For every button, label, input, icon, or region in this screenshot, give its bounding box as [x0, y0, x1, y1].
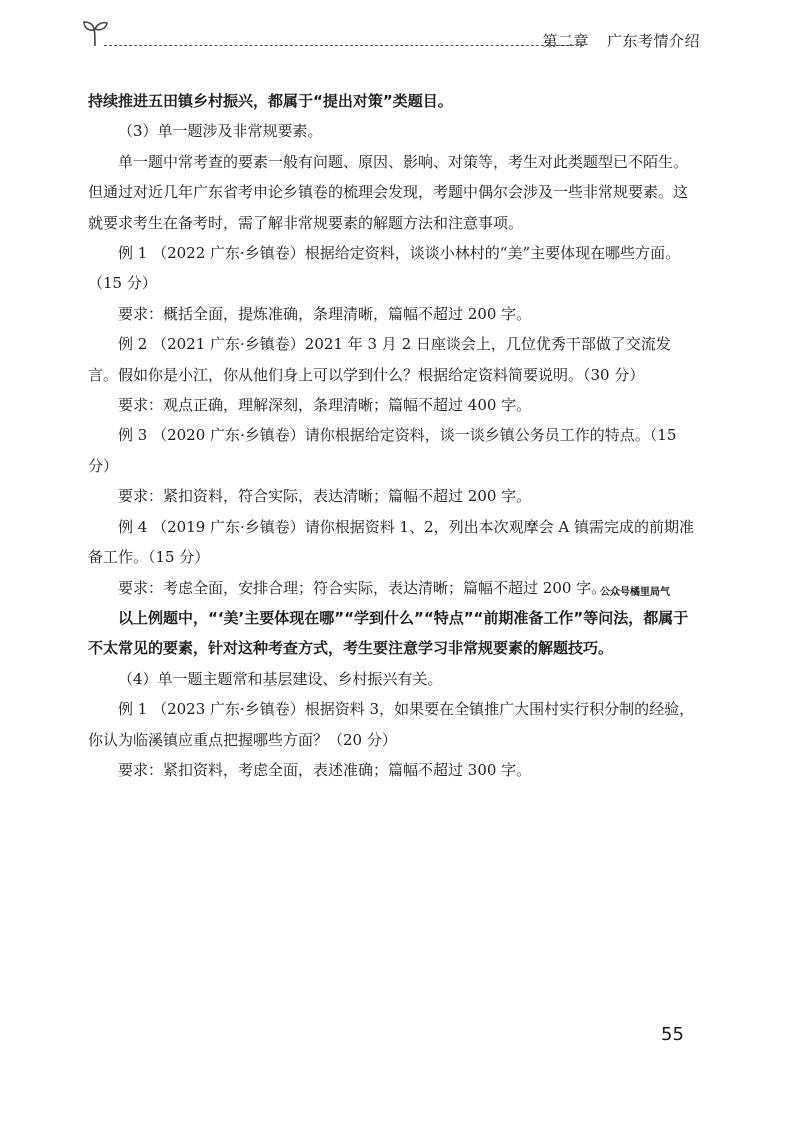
example-requirement: 要求：概括全面，提炼准确，条理清晰，篇幅不超过 200 字。: [118, 304, 532, 323]
example-question: 例 1 （2023 广东·乡镇卷）根据资料 3，如果要在全镇推广大围村实行积分制的经验，你认为临溪镇应重点把握哪些方面？（20 分）: [88, 700, 695, 749]
example-question: 例 4 （2019 广东·乡镇卷）请你根据资料 1、2，列出本次观摩会 A 镇需完成的前期准备工作。（15 分）: [88, 517, 695, 567]
example-question: 例 2 （2021 广东·乡镇卷）2021 年 3 月 2 日座谈会上，几位优秀干部做了交流发言。假如你是小江，你从他们身上可以学到什么？根据给定资料简要说明。（30 分）: [88, 335, 671, 384]
running-head: [542, 30, 700, 51]
paragraph: 持续推进五田镇乡村振兴，都属于“提出对策”类题目。: [88, 92, 453, 110]
example-requirement: 要求：观点正确，理解深刻，条理清晰；篇幅不超过 400 字。: [118, 396, 532, 415]
chapter-title: 广东考情介绍: [606, 32, 700, 50]
body-text: [88, 86, 696, 785]
example-requirement: 要求：紧扣资料，考虑全面，表述准确；篇幅不超过 300 字。: [118, 760, 532, 779]
summary-paragraph: 以上例题中，“‘美’主要体现在哪”“学到什么”“特点”“前期准备工作”等问法，都属于不太常见的要素，针对这种考查方式，考生要注意学习非常规要素的解题技巧。: [88, 608, 689, 658]
paragraph: 单一题中常考查的要素一般有问题、原因、影响、对策等，考生对此类题型已不陌生。但通过对近几年广东省考申论乡镇卷的梳理会发现，考题中偶尔会涉及一些非常规要素。这就要求考生在备考时，需了解非常规要素的解题方法和注意事项。: [88, 152, 689, 232]
watermark: 公众号橘里局气: [600, 587, 670, 598]
sprout-icon: [82, 18, 108, 48]
subheading: （4）单一题主题常和基层建设、乡村振兴有关。: [118, 669, 443, 688]
example-question: 例 1 （2022 广东·乡镇卷）根据给定资料，谈谈小林村的“美”主要体现在哪些方面。（15 分）: [88, 244, 681, 293]
example-requirement: 要求：紧扣资料，符合实际，表达清晰；篇幅不超过 200 字。: [118, 487, 532, 506]
example-requirement: 要求：考虑全面，安排合理；符合实际，表达清晰；篇幅不超过 200 字。: [118, 578, 607, 597]
page-number: 55: [661, 1024, 684, 1045]
chapter-label: 第二章: [542, 32, 589, 50]
header-rule: [104, 45, 584, 46]
example-question: 例 3 （2020 广东·乡镇卷）请你根据给定资料，谈一谈乡镇公务员工作的特点。（15 分）: [88, 426, 677, 475]
page-header: [82, 18, 700, 58]
subheading: （3）单一题涉及非常规要素。: [118, 122, 323, 141]
